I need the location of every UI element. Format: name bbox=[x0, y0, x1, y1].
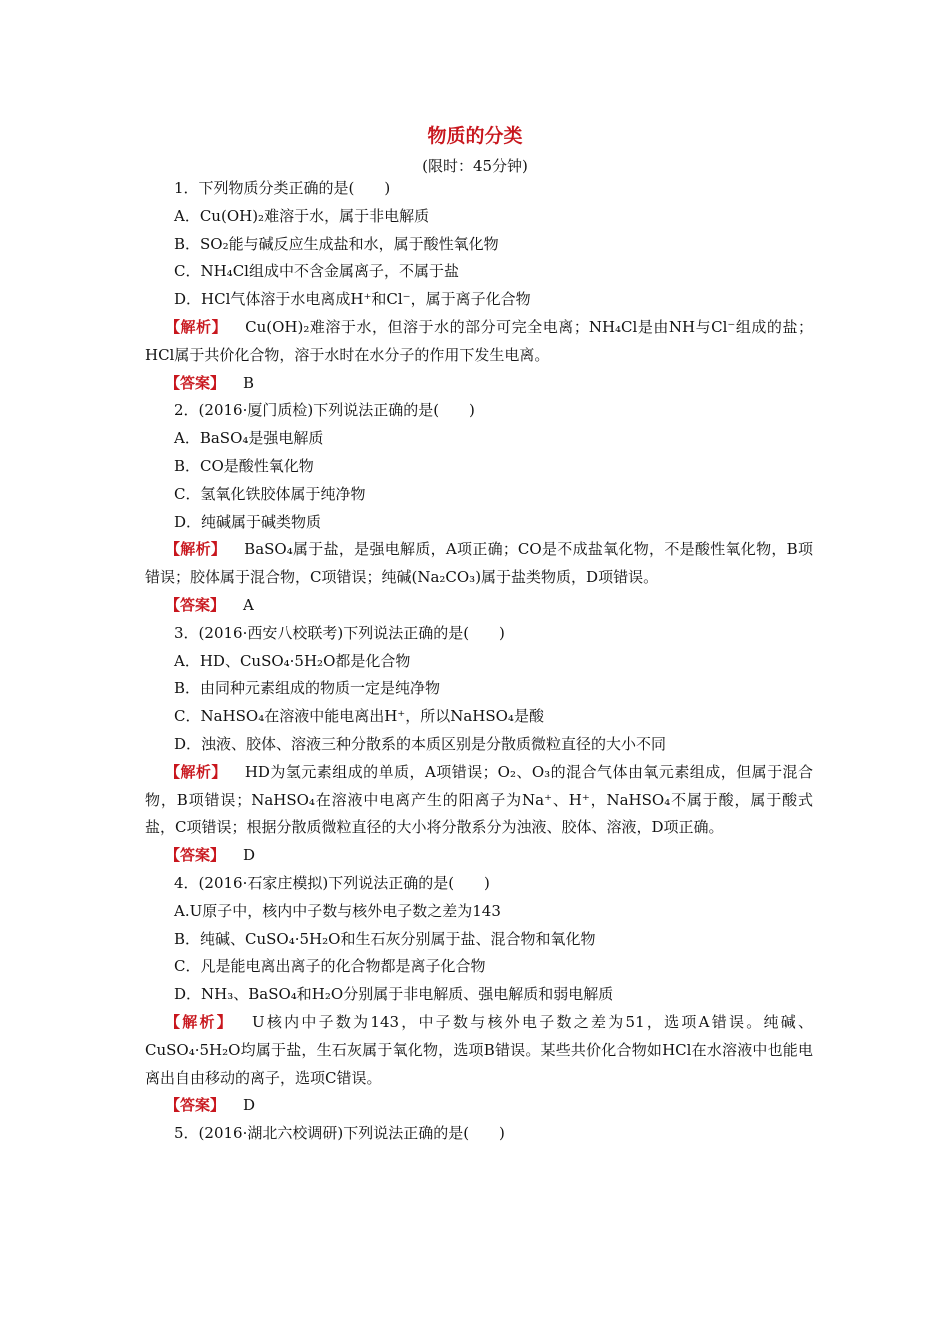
answer bbox=[145, 592, 813, 620]
answer-tag: 【答案】 bbox=[165, 846, 226, 865]
option: C．NaHSO₄在溶液中能电离出H⁺，所以NaHSO₄是酸 bbox=[174, 707, 544, 726]
question-stem: 3．(2016·西安八校联考)下列说法正确的是( ) bbox=[174, 623, 505, 642]
analysis bbox=[145, 759, 813, 842]
answer-text: D bbox=[243, 846, 256, 865]
analysis-text: HD为氢元素组成的单质，A项错误；O₂、O₃的混合气体由氧元素组成，但属于混合物，B项错误；NaHSO₄在溶液中电离产生的阳离子为Na⁺、H⁺，NaHSO₄不属于酸，属于酸式盐，C项错误；根据分散质微粒直径的大小将分散系分为浊液、胶体、溶液，D项正确。 bbox=[145, 762, 813, 837]
answer-tag: 【答案】 bbox=[165, 1096, 226, 1115]
answer-text: A bbox=[243, 595, 254, 614]
answer bbox=[145, 842, 813, 870]
option: A．BaSO₄是强电解质 bbox=[174, 429, 324, 448]
question-stem: 2．(2016·厦门质检)下列说法正确的是( ) bbox=[174, 401, 475, 420]
question-stem: 5．(2016·湖北六校调研)下列说法正确的是( ) bbox=[174, 1124, 505, 1143]
option: D．浊液、胶体、溶液三种分散系的本质区别是分散质微粒直径的大小不同 bbox=[174, 734, 667, 753]
answer-tag: 【答案】 bbox=[165, 595, 226, 614]
option: C．NH₄Cl组成中不含金属离子，不属于盐 bbox=[174, 262, 459, 281]
option: C．氢氧化铁胶体属于纯净物 bbox=[174, 484, 366, 503]
option: C．凡是能电离出离子的化合物都是离子化合物 bbox=[174, 957, 486, 976]
analysis-tag: 【解析】 bbox=[165, 317, 228, 336]
option: B．纯碱、CuSO₄·5H₂O和生石灰分别属于盐、混合物和氧化物 bbox=[174, 929, 596, 948]
question-stem: 4．(2016·石家庄模拟)下列说法正确的是( ) bbox=[174, 873, 490, 892]
option: D．HCl气体溶于水电离成H⁺和Cl⁻，属于离子化合物 bbox=[174, 290, 531, 309]
option: B．由同种元素组成的物质一定是纯净物 bbox=[174, 679, 441, 698]
question-stem: 1．下列物质分类正确的是( ) bbox=[174, 179, 391, 197]
analysis-tag: 【解析】 bbox=[165, 540, 227, 559]
option: B．CO是酸性氧化物 bbox=[174, 456, 314, 475]
analysis-tag: 【解析】 bbox=[165, 762, 227, 781]
analysis-tag: 【解析】 bbox=[165, 1012, 235, 1031]
option: A．Cu(OH)₂难溶于水，属于非电解质 bbox=[174, 206, 430, 225]
option: D．NH₃、BaSO₄和H₂O分别属于非电解质、强电解质和弱电解质 bbox=[174, 985, 614, 1004]
question-list bbox=[145, 175, 813, 1148]
answer-tag: 【答案】 bbox=[165, 373, 226, 392]
analysis bbox=[145, 314, 813, 370]
option: A.U原子中，核内中子数与核外电子数之差为143 bbox=[174, 901, 501, 920]
option: D．纯碱属于碱类物质 bbox=[174, 512, 322, 531]
option: B．SO₂能与碱反应生成盐和水，属于酸性氧化物 bbox=[174, 234, 499, 253]
time-limit: (限时：45分钟) bbox=[422, 157, 528, 175]
answer bbox=[145, 1092, 813, 1120]
option: A．HD、CuSO₄·5H₂O都是化合物 bbox=[174, 651, 411, 670]
page-title: 物质的分类 bbox=[427, 125, 523, 147]
answer-text: B bbox=[243, 373, 255, 392]
answer bbox=[145, 370, 813, 398]
analysis-text: U核内中子数为143，中子数与核外电子数之差为51，选项A错误。纯碱、CuSO₄·5H₂O均属于盐，生石灰属于氧化物，选项B错误。某些共价化合物如HCl在水溶液中也能电离出自由移动的离子，选项C错误。 bbox=[145, 1012, 813, 1087]
analysis-text: BaSO₄属于盐，是强电解质，A项正确；CO是不成盐氧化物，不是酸性氧化物，B项错误；胶体属于混合物，C项错误；纯碱(Na₂CO₃)属于盐类物质，D项错误。 bbox=[145, 540, 813, 587]
analysis bbox=[145, 536, 813, 592]
answer-text: D bbox=[243, 1096, 256, 1115]
analysis-text: Cu(OH)₂难溶于水，但溶于水的部分可完全电离；NH₄Cl是由NH与Cl⁻组成的盐；HCl属于共价化合物，溶于水时在水分子的作用下发生电离。 bbox=[145, 317, 813, 364]
analysis bbox=[145, 1009, 813, 1092]
